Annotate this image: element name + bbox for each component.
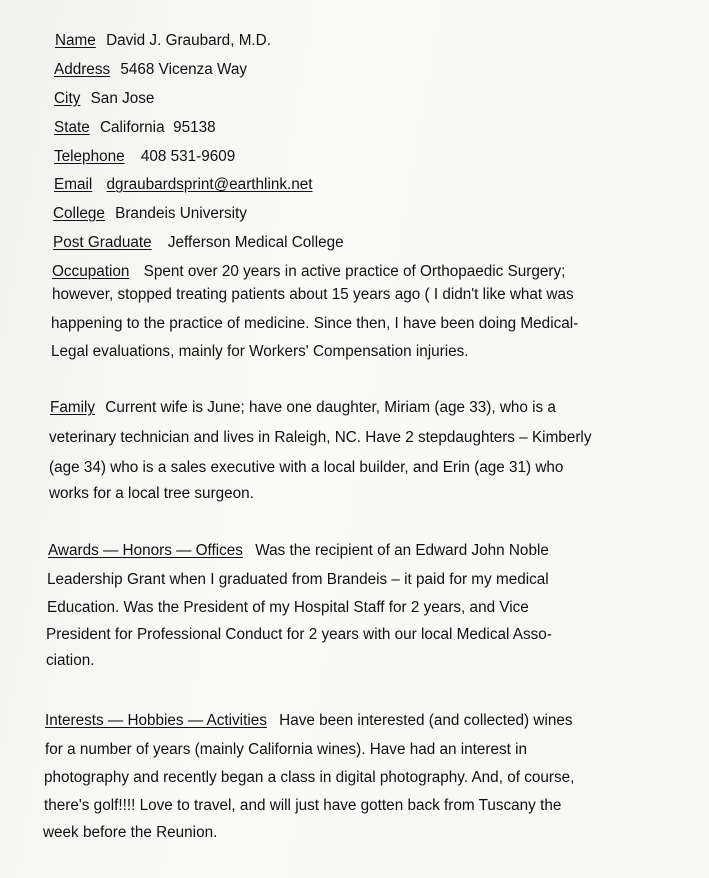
address-label: Address xyxy=(54,61,111,78)
awards-line-1 xyxy=(48,541,549,561)
post-graduate-value: Jefferson Medical College xyxy=(167,234,344,251)
awards-line-5: ciation. xyxy=(46,652,95,669)
telephone-value: 408 531-9609 xyxy=(140,148,236,165)
college-field xyxy=(53,204,247,224)
interests-line-4: there's golf!!!! Love to travel, and will just have gotten back from Tuscany the xyxy=(44,797,562,814)
interests-label: Interests — Hobbies — Activities xyxy=(45,712,267,729)
email-label: Email xyxy=(54,176,93,193)
email-field xyxy=(54,175,313,195)
name-label: Name xyxy=(55,32,96,49)
awards-label: Awards — Honors — Offices xyxy=(48,542,243,559)
family-line-1 xyxy=(50,398,556,418)
address-value: 5468 Vicenza Way xyxy=(120,61,248,78)
awards-line-4: President for Professional Conduct for 2 years with our local Medical Asso- xyxy=(46,626,552,643)
family-line-3: (age 34) who is a sales executive with a local builder, and Erin (age 31) who xyxy=(49,459,564,476)
city-value: San Jose xyxy=(90,90,155,107)
email-value[interactable]: dgraubardsprint@earthlink.net xyxy=(106,176,313,193)
name-value: David J. Graubard, M.D. xyxy=(106,32,271,49)
interests-line-1 xyxy=(45,711,573,731)
family-line-4: works for a local tree surgeon. xyxy=(49,485,254,502)
interests-line-5: week before the Reunion. xyxy=(43,824,218,841)
state-value: California 95138 xyxy=(99,119,216,136)
post-graduate-field xyxy=(53,233,344,253)
occupation-line-4: Legal evaluations, mainly for Workers' Compensation injuries. xyxy=(51,343,469,360)
telephone-label: Telephone xyxy=(54,148,125,165)
occupation-label: Occupation xyxy=(52,263,130,280)
interests-line-2: for a number of years (mainly California wines). Have had an interest in xyxy=(45,741,528,758)
interests-line-3: photography and recently began a class in digital photography. And, of course, xyxy=(44,769,575,786)
college-label: College xyxy=(53,205,105,222)
interests-text: Have been interested (and collected) wines xyxy=(279,712,573,729)
city-label: City xyxy=(54,90,81,107)
telephone-field xyxy=(54,147,235,167)
state-label: State xyxy=(54,119,90,136)
occupation-text: Spent over 20 years in active practice of Orthopaedic Surgery; xyxy=(143,263,566,280)
family-label: Family xyxy=(50,399,96,416)
address-field xyxy=(54,60,247,80)
post-graduate-label: Post Graduate xyxy=(53,234,152,251)
occupation-line-1 xyxy=(52,262,565,282)
name-field xyxy=(55,31,271,51)
occupation-line-3: happening to the practice of medicine. Since then, I have been doing Medical- xyxy=(51,315,579,332)
occupation-line-2: however, stopped treating patients about 15 years ago ( I didn't like what was xyxy=(52,286,574,303)
awards-line-3: Education. Was the President of my Hospital Staff for 2 years, and Vice xyxy=(47,599,529,616)
college-value: Brandeis University xyxy=(115,205,247,222)
awards-line-2: Leadership Grant when I graduated from Brandeis – it paid for my medical xyxy=(47,571,549,588)
family-line-2: veterinary technician and lives in Raleigh, NC. Have 2 stepdaughters – Kimberly xyxy=(49,429,592,446)
family-text: Current wife is June; have one daughter, Miriam (age 33), who is a xyxy=(105,399,556,416)
city-field xyxy=(54,89,154,109)
state-field xyxy=(54,118,216,138)
awards-text: Was the recipient of an Edward John Noble xyxy=(255,542,549,559)
